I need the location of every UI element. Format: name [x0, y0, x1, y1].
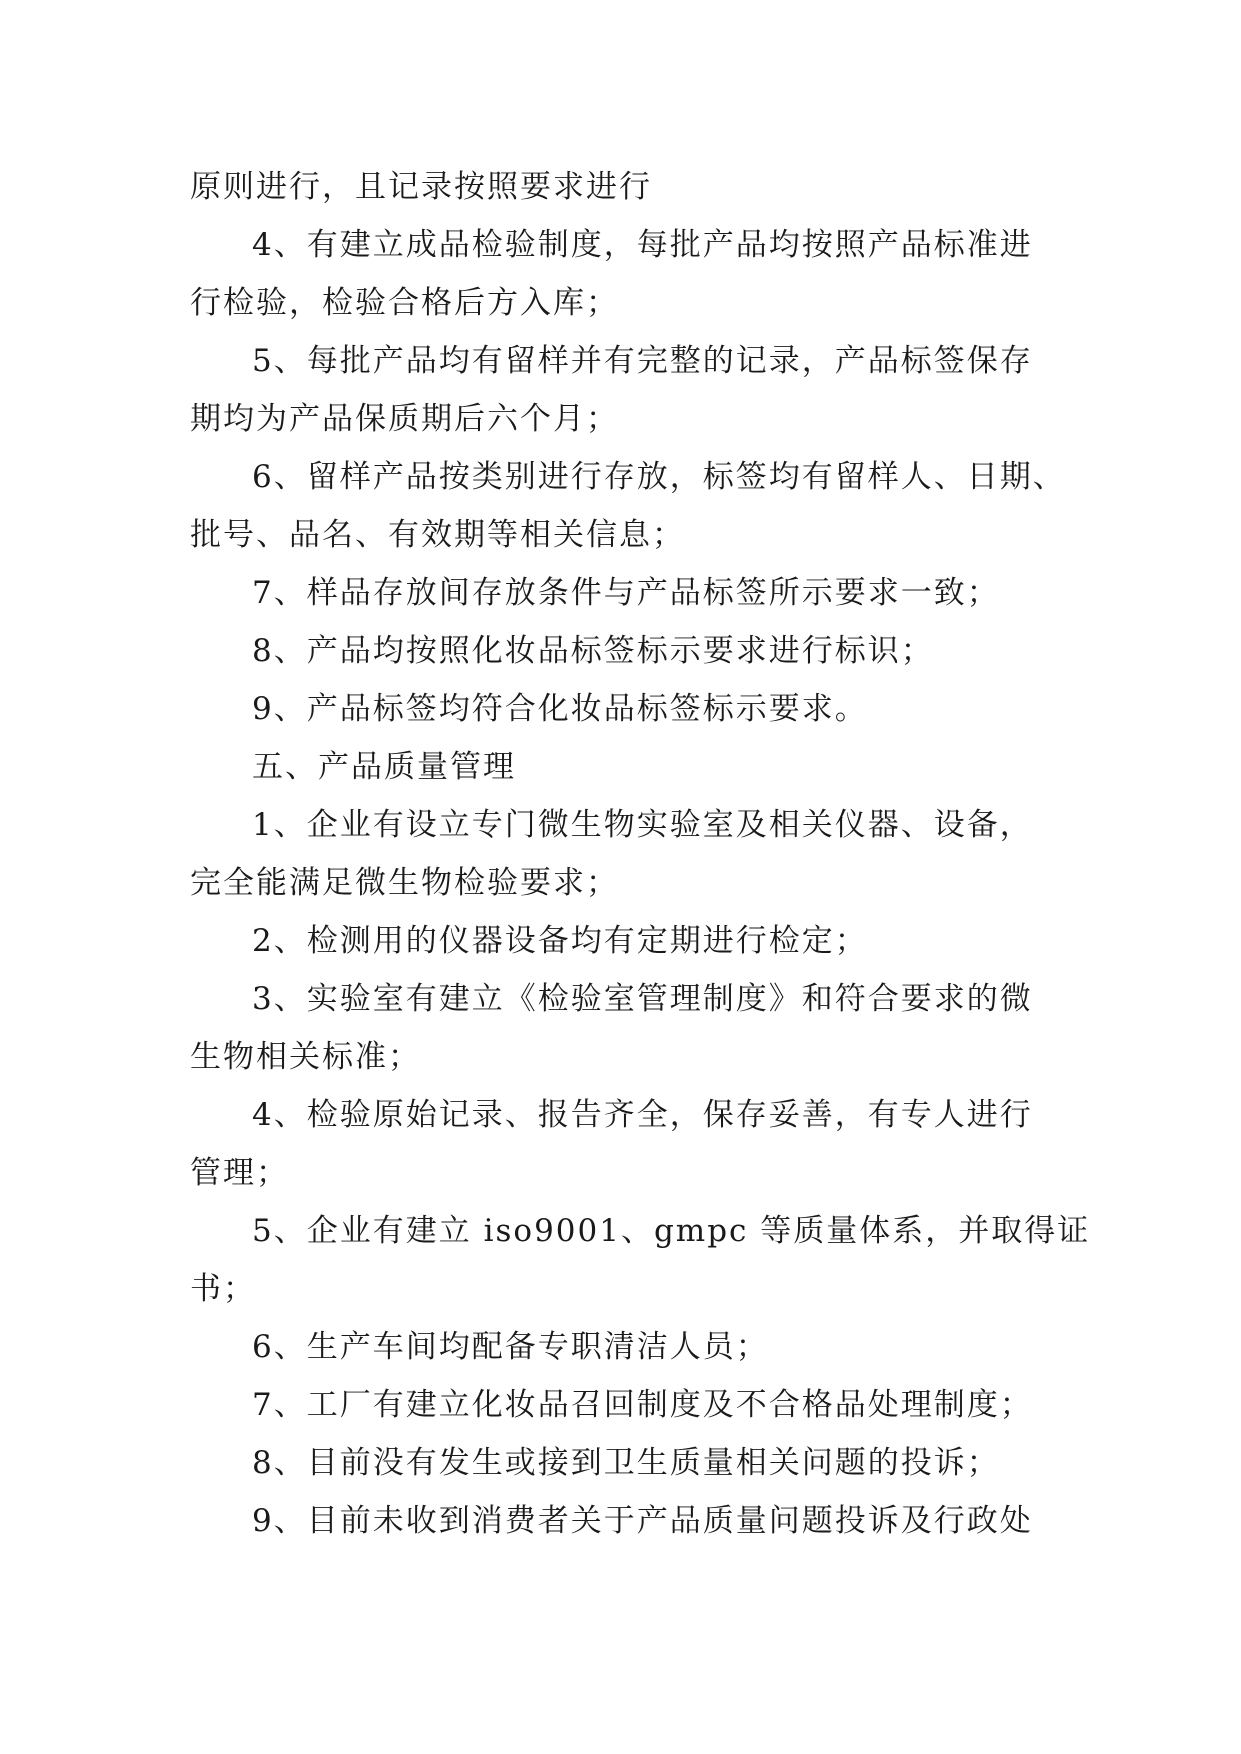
text-line: 9、产品标签均符合化妆品标签标示要求。: [252, 691, 868, 727]
text-line: 原则进行，且记录按照要求进行: [190, 169, 652, 205]
section-heading: 五、产品质量管理: [252, 749, 516, 785]
document-body: [190, 158, 1091, 1550]
text-line: 5、每批产品均有留样并有完整的记录，产品标签保存: [252, 343, 1033, 379]
text-line: 8、目前没有发生或接到卫生质量相关问题的投诉；: [252, 1445, 1000, 1481]
text-line: 8、产品均按照化妆品标签标示要求进行标识；: [252, 633, 934, 669]
text-line: 行检验，检验合格后方入库；: [190, 285, 619, 321]
text-line: 4、检验原始记录、报告齐全，保存妥善，有专人进行: [252, 1097, 1033, 1133]
text-line: 2、检测用的仪器设备均有定期进行检定；: [252, 923, 868, 959]
text-line: 3、实验室有建立《检验室管理制度》和符合要求的微: [252, 981, 1033, 1017]
text-line: 7、样品存放间存放条件与产品标签所示要求一致；: [252, 575, 1000, 611]
text-line: 9、目前未收到消费者关于产品质量问题投诉及行政处: [252, 1503, 1033, 1539]
text-line: 4、有建立成品检验制度，每批产品均按照产品标准进: [252, 227, 1033, 263]
text-line: 7、工厂有建立化妆品召回制度及不合格品处理制度；: [252, 1387, 1033, 1423]
text-line: 6、留样产品按类别进行存放，标签均有留样人、日期、: [252, 459, 1066, 495]
text-line: 生物相关标准；: [190, 1039, 421, 1075]
text-line: 5、企业有建立 iso9001、gmpc 等质量体系，并取得证: [252, 1213, 1091, 1249]
text-line: 完全能满足微生物检验要求；: [190, 865, 619, 901]
text-line: 1、企业有设立专门微生物实验室及相关仪器、设备，: [252, 807, 1033, 843]
text-line: 6、生产车间均配备专职清洁人员；: [252, 1329, 769, 1365]
text-line: 期均为产品保质期后六个月；: [190, 401, 619, 437]
text-line: 书；: [190, 1271, 256, 1307]
text-line: 管理；: [190, 1155, 289, 1191]
text-line: 批号、品名、有效期等相关信息；: [190, 517, 685, 553]
